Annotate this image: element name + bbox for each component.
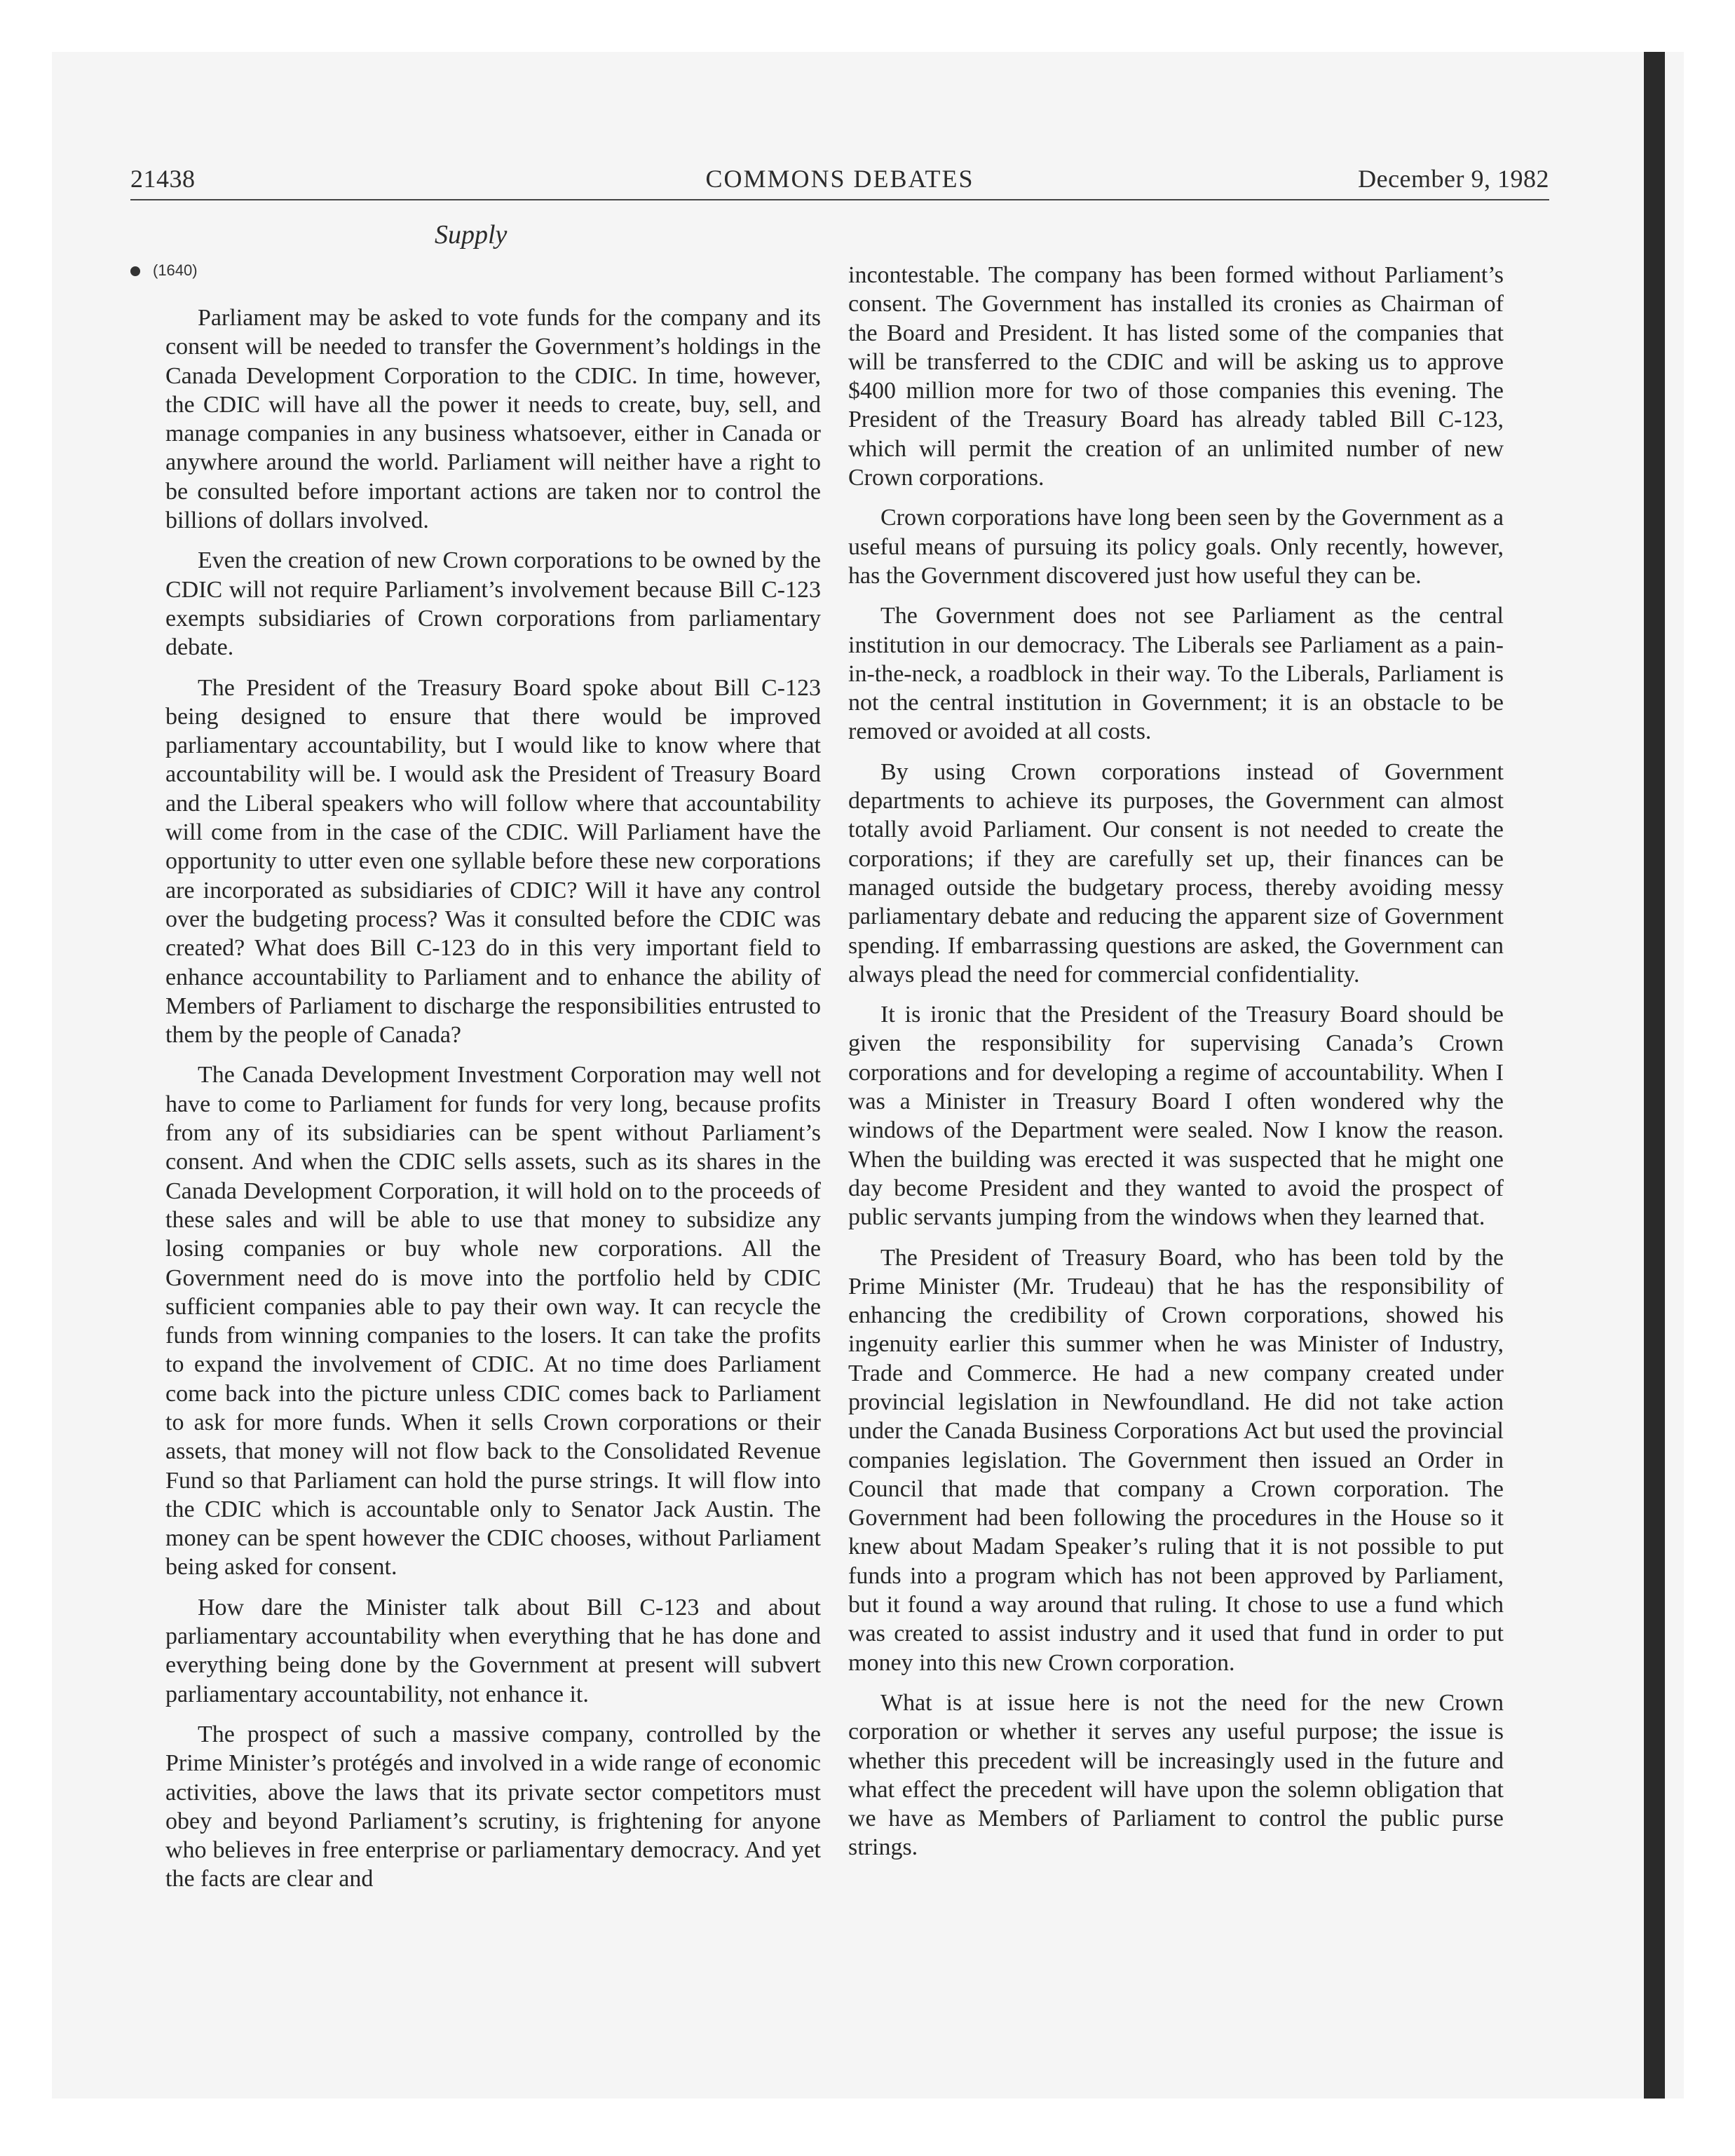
publication-title: COMMONS DEBATES [705, 165, 974, 193]
running-header [130, 164, 1549, 200]
header-rule [130, 199, 1549, 200]
left-column [165, 303, 821, 1905]
paragraph: Parliament may be asked to vote funds for the company and its consent will be needed to transfer the Government’s holdings in the Canada Development Corporation to the CDIC. In time, however, the CDIC will have all the power it needs to create, buy, sell, and manage companies in any business whatsoever, either in Canada or anywhere around the world. Parliament will neither have a right to be consulted before important actions are taken nor to control the billions of dollars involved. [165, 305, 821, 534]
section-title: Supply [435, 220, 508, 250]
paragraph: What is at issue here is not the need for the new Crown corporation or whether it serves any useful purpose; the issue is whether this precedent will be increasingly used in the future and what effect the precedent will have upon the solemn obligation that we have as Members of Parliament to control the public purse strings. [848, 1689, 1504, 1861]
paragraph: The President of the Treasury Board spoke about Bill C-123 being designed to ensure that there would be improved parliamentary accountability, but I would like to know where that accountability will be. I would ask the President of Treasury Board and the Liberal speakers who will follow where that accountability will come from in the case of the CDIC. Will Parliament have the opportunity to utter even one syllable before these new corporations are incorporated as subsidiaries of CDIC? Will it have any control over the budgeting process? Was it consulted before the CDIC was created? What does Bill C-123 do in this very important field to enhance accountability to Parliament and to enhance the ability of Members of Parliament to discharge the responsibilities entrusted to them by the people of Canada? [165, 674, 821, 1049]
paragraph-continuation: incontestable. The company has been formed without Parliament’s consent. The Government has installed its cronies as Chairman of the Board and President. It has listed some of the companies that will be transferred to the CDIC and will be asking us to approve $400 million more for two of those companies this evening. The President of the Treasury Board has already tabled Bill C-123, which will permit the creation of an unlimited number of new Crown corporations. [848, 262, 1504, 491]
time-marker-label: (1640) [153, 261, 198, 279]
paragraph: The President of Treasury Board, who has been told by the Prime Minister (Mr. Trudeau) that he has the responsibility of enhancing the credibility of Crown corporations, showed his ingenuity earlier this summer when he was Minister of Industry, Trade and Commerce. He had a new company created under provincial legislation in Newfoundland. He did not take action under the Canada Business Corporations Act but used the provincial companies legislation. The Government then issued an Order in Council that made that company a Crown corporation. The Government had been following the procedures in the House so it knew about Madam Speaker’s ruling that it is not possible to put funds into a program which has not been approved by Parliament, but it found a way around that ruling. It chose to use a fund which was created to assist industry and it used that fund in order to put money into this new Crown corporation. [848, 1244, 1504, 1676]
paragraph: Even the creation of new Crown corporations to be owned by the CDIC will not require Parliament’s involvement because Bill C-123 exempts subsidiaries of Crown corporations from parliamentary debate. [165, 547, 821, 661]
scan-edge-bar [1644, 52, 1665, 2099]
paragraph: The Government does not see Parliament as the central institution in our democracy. The Liberals see Parliament as a pain-in-the-neck, a roadblock in their way. To the Liberals, Parliament is not the central institution in Government; it is an obstacle to be removed or avoided at all costs. [848, 603, 1504, 745]
right-column [848, 261, 1504, 1874]
paragraph: By using Crown corporations instead of Government departments to achieve its purposes, the Government can almost totally avoid Parliament. Our consent is not needed to create the corporations; if they are carefully set up, their finances can be managed outside the budgetary process, thereby avoiding messy parliamentary debate and reducing the apparent size of Government spending. If embarrassing questions are asked, the Government can always plead the need for commercial confidentiality. [848, 758, 1504, 988]
paragraph: The Canada Development Investment Corporation may well not have to come to Parliament for funds for very long, because profits from any of its subsidiaries can be spent without Parliament’s consent. And when the CDIC sells assets, such as its shares in the Canada Development Corporation, it will hold on to the proceeds of these sales and will be able to use that money to subsidize any losing companies or buy whole new corporations. All the Government need do is move into the portfolio held by CDIC sufficient companies able to pay their own way. It can recycle the funds from winning companies to the losers. It can take the profits to expand the involvement of CDIC. At no time does Parliament come back into the picture unless CDIC comes back to Parliament to ask for more funds. When it sells Crown corporations or their assets, that money will not flow back to the Consolidated Revenue Fund so that Parliament can hold the purse strings. It will flow into the CDIC which is accountable only to Senator Jack Austin. The money can be spent however the CDIC chooses, without Parliament being asked for consent. [165, 1062, 821, 1581]
paragraph: The prospect of such a massive company, controlled by the Prime Minister’s protégés and involved in a wide range of economic activities, above the laws that its private sector competitors must obey and beyond Parliament’s scrutiny, is frightening for anyone who believes in free enterprise or parliamentary democracy. And yet the facts are clear and [165, 1721, 821, 1892]
publication-date: December 9, 1982 [1358, 165, 1549, 193]
bullet-icon [130, 266, 140, 276]
paragraph: How dare the Minister talk about Bill C-123 and about parliamentary accountability when everything that he has done and everything being done by the Government at present will subvert parliamentary accountability, not enhance it. [165, 1594, 821, 1707]
time-marker [130, 261, 198, 280]
page-number: 21438 [130, 165, 196, 193]
paragraph: It is ironic that the President of the Treasury Board should be given the responsibility for supervising Canada’s Crown corporations and for developing a regime of accountability. When I was a Minister in Treasury Board I often wondered why the windows of the Department were sealed. Now I know the reason. When the building was erected it was suspected that he might one day become President and they wanted to avoid the prospect of public servants jumping from the windows when they learned that. [848, 1002, 1504, 1231]
paragraph: Crown corporations have long been seen by the Government as a useful means of pursuing its policy goals. Only recently, however, has the Government discovered just how useful they can be. [848, 505, 1504, 589]
